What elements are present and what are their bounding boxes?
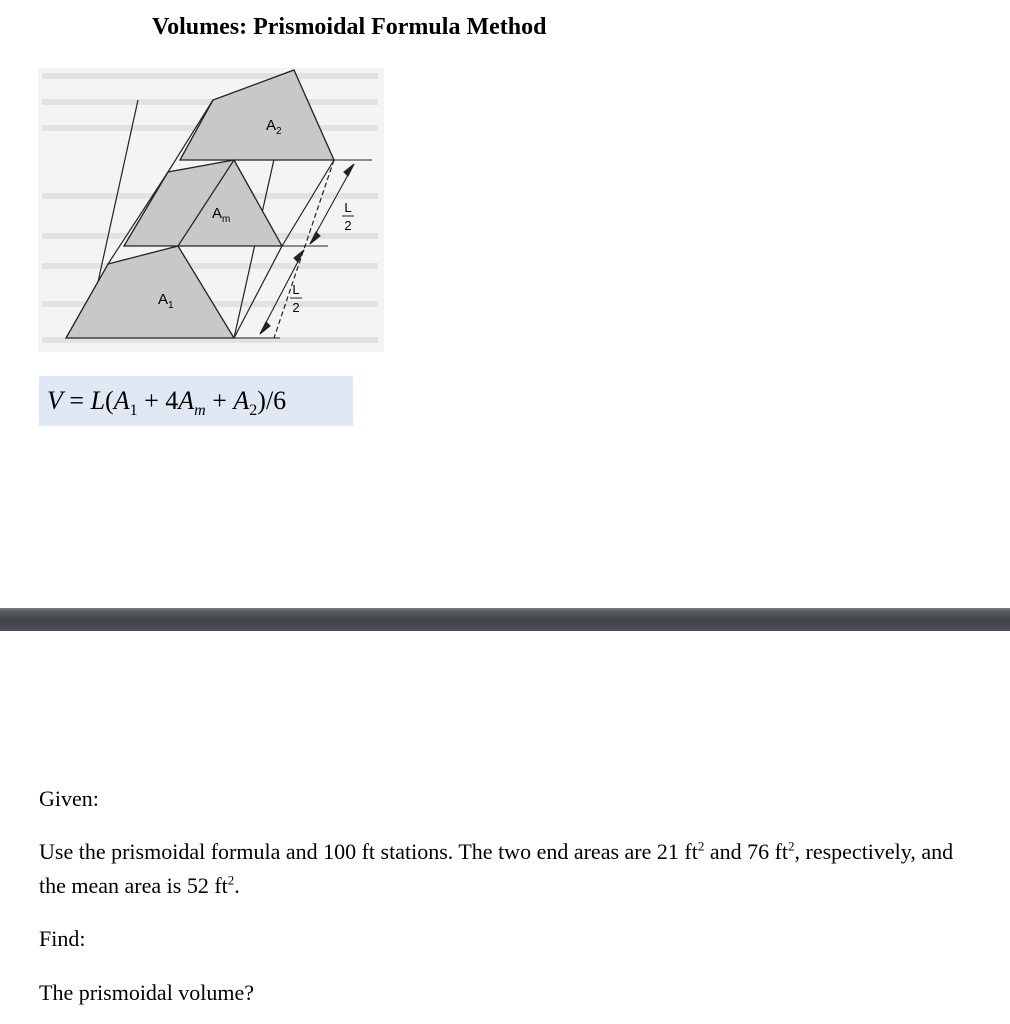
label-am: $A_m$ xyxy=(212,205,231,225)
label-half-length-top: L xyxy=(344,200,352,215)
label-half-length-bottom: L xyxy=(292,282,300,297)
formula-sub-m: m xyxy=(194,402,206,420)
label-a2: $A_2$ xyxy=(266,117,282,137)
formula-v: V xyxy=(47,386,63,415)
formula-close: )/6 xyxy=(257,386,287,415)
problem-statement: Use the prismoidal formula and 100 ft stations. The two end areas are 21 $ft^2$ and 76 $ft^2$, respectively, and the mean area is 52 $ft^2$. xyxy=(39,838,954,898)
given-heading: Given: xyxy=(39,786,99,811)
label-a1: $A_1$ xyxy=(158,291,174,311)
prismoid-diagram xyxy=(38,68,384,352)
formula-plus1: + 4 xyxy=(137,386,179,415)
formula-sub2: 2 xyxy=(249,402,258,420)
formula-a2: A xyxy=(233,386,250,415)
formula-sub1: 1 xyxy=(129,402,138,420)
formula-a1: A xyxy=(113,386,130,415)
page-title: Volumes: Prismoidal Formula Method xyxy=(152,14,547,40)
prismoidal-formula xyxy=(39,376,353,426)
label-half-length-bottom-den: 2 xyxy=(292,300,300,315)
find-heading: Find: xyxy=(39,926,86,951)
label-half-length-top-den: 2 xyxy=(344,218,352,233)
formula-plus2: + xyxy=(205,386,234,415)
question-text: The prismoidal volume? xyxy=(39,980,255,1005)
formula-eq: = xyxy=(62,386,91,415)
prismoid-figure xyxy=(38,68,384,352)
formula-am: A xyxy=(178,386,195,415)
section-divider xyxy=(0,608,1010,631)
formula-l: L xyxy=(90,386,106,415)
formula-open: ( xyxy=(105,386,114,415)
